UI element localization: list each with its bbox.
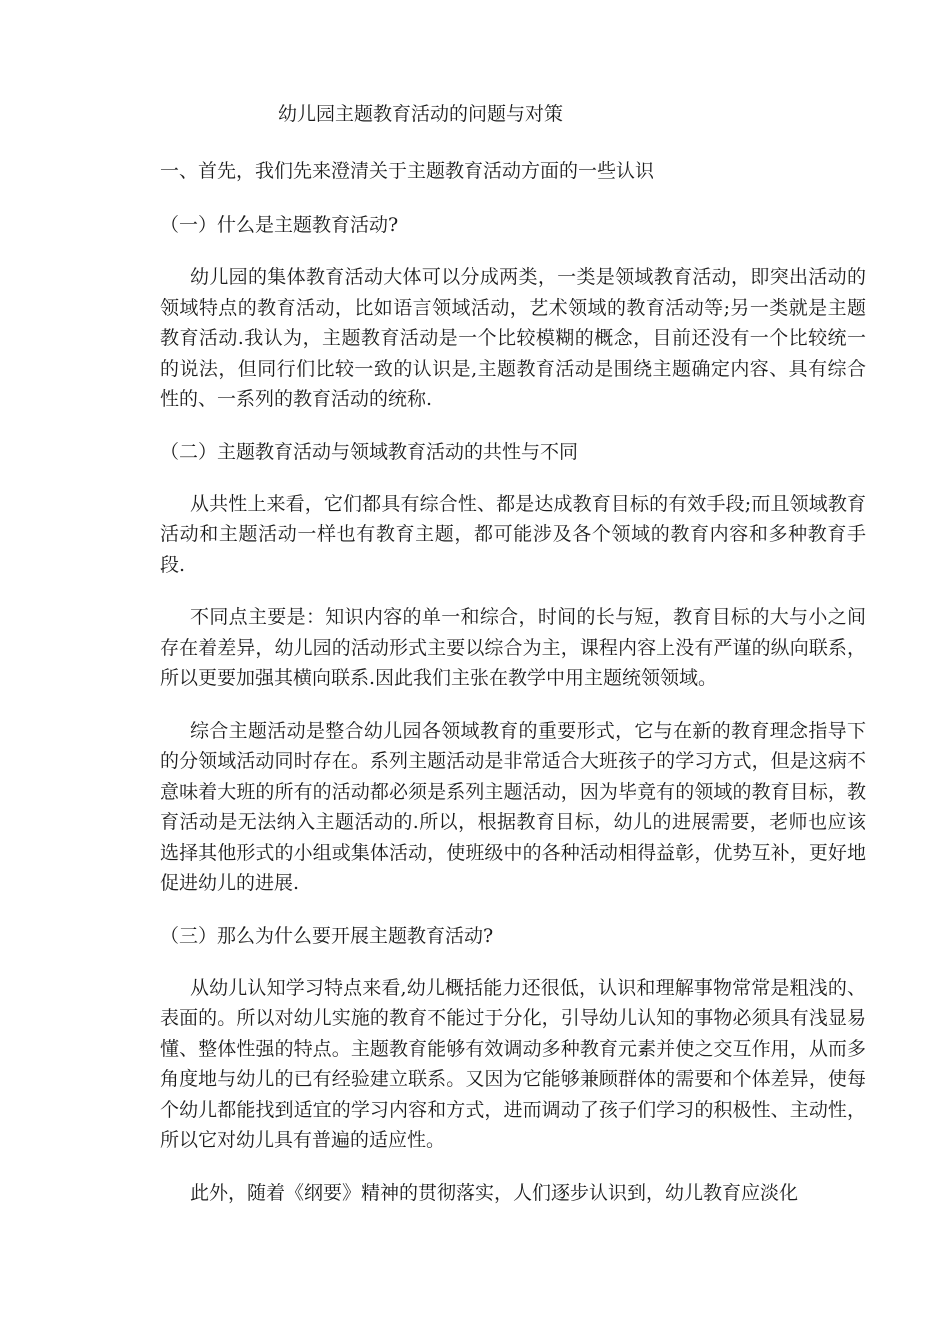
paragraph-6: 此外，随着《纲要》精神的贯彻落实，人们逐步认识到，幼儿教育应淡化 <box>190 1181 799 1204</box>
subsection-heading-2: （二）主题教育活动与领域教育活动的共性与不同 <box>160 440 579 463</box>
paragraph-1: 幼儿园的集体教育活动大体可以分成两类，一类是领域教育活动，即突出活动的领域特点的教育活动，比如语言领域活动，艺术领域的教育活动等;另一类就是主题教育活动.我认为，主题教育活动是一个比较模糊的概念，目前还没有一个比较统一的说法，但同行们比较一致的认识是,主题教育活动是围绕主题确定内容、具有综合性的、一系列的教育活动的统称. <box>160 266 866 410</box>
document-body <box>160 156 866 1208</box>
paragraph-5: 从幼儿认知学习特点来看,幼儿概括能力还很低，认识和理解事物常常是粗浅的、表面的。所以对幼儿实施的教育不能过于分化，引导幼儿认知的事物必须具有浅显易懂、整体性强的特点。主题教育能够有效调动多种教育元素并使之交互作用，从而多角度地与幼儿的已有经验建立联系。又因为它能够兼顾群体的需要和个体差异，使每个幼儿都能找到适宜的学习内容和方式，进而调动了孩子们学习的积极性、主动性，所以它对幼儿具有普遍的适应性。 <box>160 976 866 1151</box>
paragraph-2: 从共性上来看，它们都具有综合性、都是达成教育目标的有效手段;而且领域教育活动和主题活动一样也有教育主题，都可能涉及各个领域的教育内容和多种教育手段. <box>160 492 866 576</box>
subsection-heading-3: （三）那么为什么要开展主题教育活动? <box>160 924 494 947</box>
paragraph-4: 综合主题活动是整合幼儿园各领域教育的重要形式，它与在新的教育理念指导下的分领域活动同时存在。系列主题活动是非常适合大班孩子的学习方式，但是这病不意味着大班的所有的活动都必须是系列主题活动，因为毕竟有的领域的教育目标，教育活动是无法纳入主题活动的.所以，根据教育目标，幼儿的进展需要，老师也应该选择其他形式的小组或集体活动，使班级中的各种活动相得益彰，优势互补，更好地促进幼儿的进展. <box>160 719 866 894</box>
section-heading-1: 一、首先，我们先来澄清关于主题教育活动方面的一些认识 <box>160 160 655 182</box>
document-title: 幼儿园主题教育活动的问题与对策 <box>278 103 564 125</box>
paragraph-3: 不同点主要是：知识内容的单一和综合，时间的长与短，教育目标的大与小之间存在着差异，幼儿园的活动形式主要以综合为主，课程内容上没有严谨的纵向联系，所以更要加强其横向联系.因此我们主张在教学中用主题统领领域。 <box>160 606 866 689</box>
subsection-heading-1: （一）什么是主题教育活动? <box>160 214 399 236</box>
